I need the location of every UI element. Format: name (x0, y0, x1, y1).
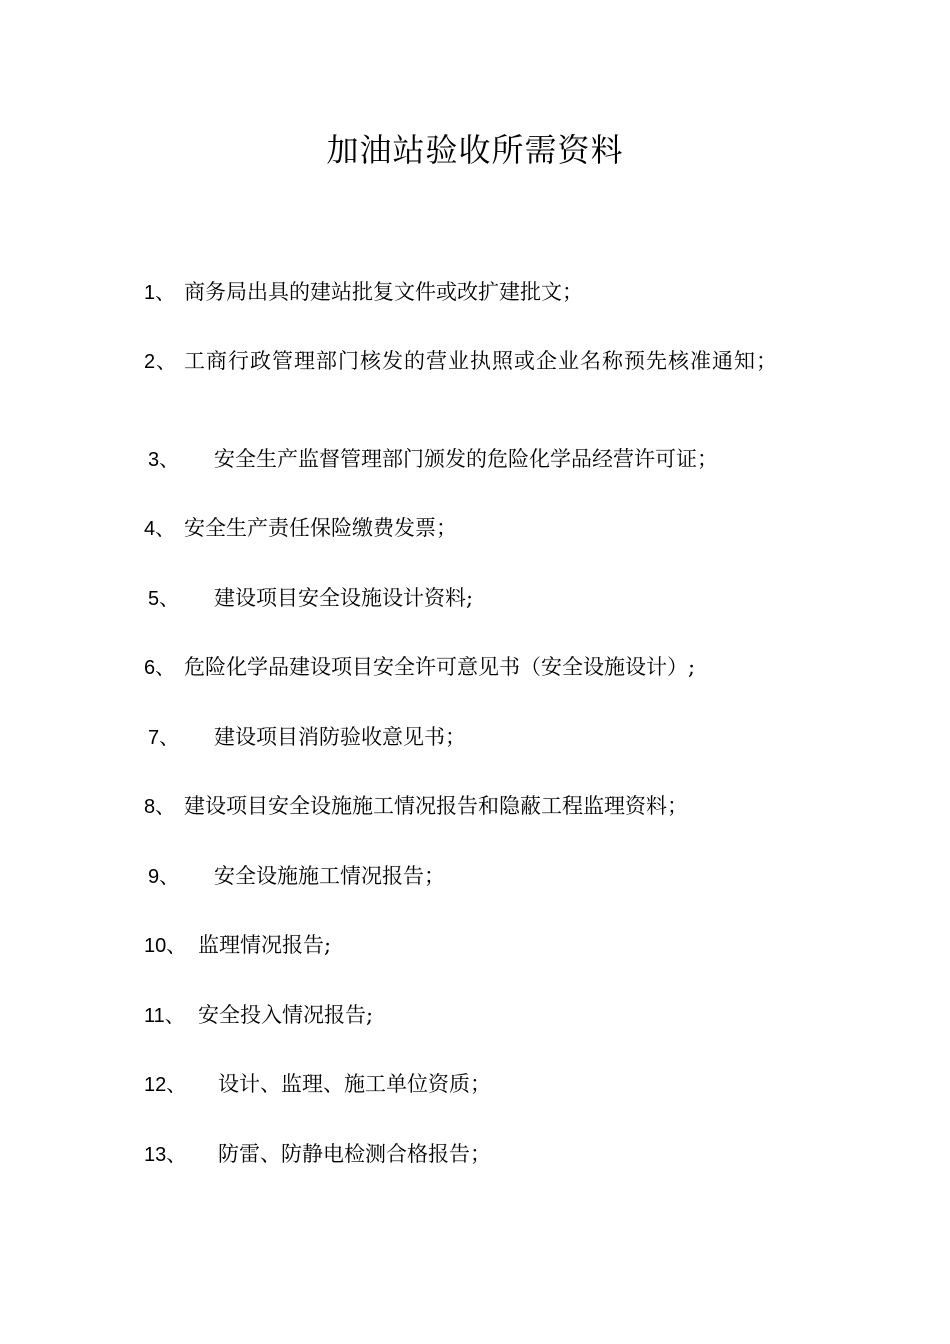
item-number: 12、 (144, 1074, 187, 1096)
list-item (144, 927, 824, 964)
document-title: 加油站验收所需资料 (326, 131, 624, 169)
item-number: 4、 (144, 518, 176, 540)
list-item (144, 510, 824, 547)
item-text: 危险化学品建设项目安全许可意见书（安全设施设计）; (184, 655, 696, 679)
item-text: 设计、监理、施工单位资质； (218, 1072, 491, 1096)
item-number: 13、 (144, 1144, 187, 1166)
item-number: 11、 (144, 1005, 185, 1027)
item-text: 建设项目安全设施设计资料; (214, 586, 474, 610)
item-text: 防雷、防静电检测合格报告； (218, 1142, 491, 1166)
item-text: 安全生产监督管理部门颁发的危险化学品经营许可证； (214, 447, 718, 471)
item-number: 5、 (148, 588, 180, 610)
list-item (144, 441, 824, 478)
item-number: 10、 (144, 935, 187, 957)
list-item (144, 788, 824, 825)
list-item (144, 1066, 824, 1103)
list-item (144, 274, 824, 311)
item-number: 2、 (144, 351, 178, 373)
item-number: 6、 (144, 657, 176, 679)
list-item (144, 997, 824, 1034)
item-text: 安全生产责任保险缴费发票； (184, 516, 457, 540)
item-text: 商务局出具的建站批复文件或改扩建批文； (184, 280, 583, 304)
item-number: 9、 (148, 866, 180, 888)
item-text: 建设项目消防验收意见书； (214, 725, 466, 749)
item-number: 1、 (144, 282, 176, 304)
item-number: 8、 (144, 796, 176, 818)
item-text: 监理情况报告; (198, 933, 332, 957)
item-number: 3、 (148, 449, 180, 471)
list-item (144, 343, 824, 380)
item-text: 安全设施施工情况报告； (214, 864, 445, 888)
list-item (144, 719, 824, 756)
list-item (144, 1136, 824, 1173)
list-item (144, 858, 824, 895)
item-text: 建设项目安全设施施工情况报告和隐蔽工程监理资料； (184, 794, 688, 818)
list-item (144, 580, 824, 617)
list-item (144, 649, 824, 686)
item-text: 安全投入情况报告; (198, 1003, 374, 1027)
item-number: 7、 (148, 727, 180, 749)
item-text: 工商行政管理部门核发的营业执照或企业名称预先核准通知； (184, 349, 778, 373)
